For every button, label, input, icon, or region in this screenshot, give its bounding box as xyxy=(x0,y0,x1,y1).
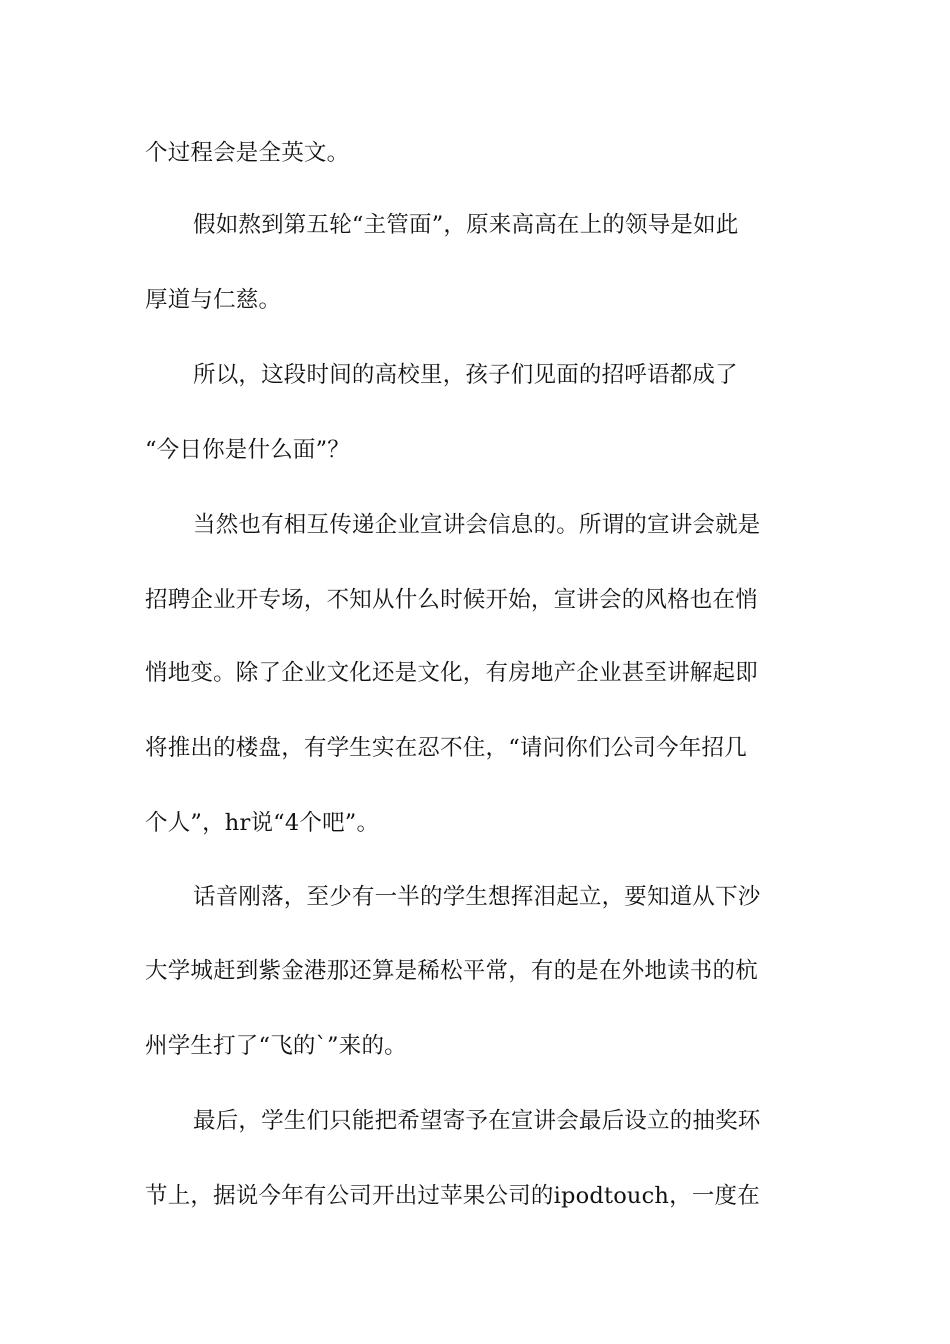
text-line: 最后，学生们只能把希望寄予在宣讲会最后设立的抽奖环 xyxy=(193,1108,761,1134)
text-line: 节上，据说今年有公司开出过苹果公司的ipodtouch，一度在 xyxy=(145,1183,760,1209)
text-line: 假如熬到第五轮“主管面”，原来高高在上的领导是如此 xyxy=(193,212,739,238)
text-line: 悄地变。除了企业文化还是文化，有房地产企业甚至讲解起即 xyxy=(145,660,758,686)
text-line: 当然也有相互传递企业宣讲会信息的。所谓的宣讲会就是 xyxy=(193,512,761,538)
text-line: 将推出的楼盘，有学生实在忍不住，“请问你们公司今年招几 xyxy=(145,735,747,761)
text-line: 个过程会是全英文。 xyxy=(145,140,350,166)
text-line: 话音刚落，至少有一半的学生想挥泪起立，要知道从下沙 xyxy=(193,884,761,910)
text-line: 厚道与仁慈。 xyxy=(145,287,282,313)
text-line: “今日你是什么面”？ xyxy=(145,437,351,463)
text-line: 大学城赶到紫金港那还算是稀松平常，有的是在外地读书的杭 xyxy=(145,958,758,984)
text-line: 招聘企业开专场，不知从什么时候开始，宣讲会的风格也在悄 xyxy=(145,587,758,613)
text-line: 州学生打了“飞的`”来的。 xyxy=(145,1033,407,1059)
text-line: 所以，这段时间的高校里，孩子们见面的招呼语都成了 xyxy=(193,362,738,388)
text-line: 个人”，hr说“4个吧”。 xyxy=(145,810,380,836)
